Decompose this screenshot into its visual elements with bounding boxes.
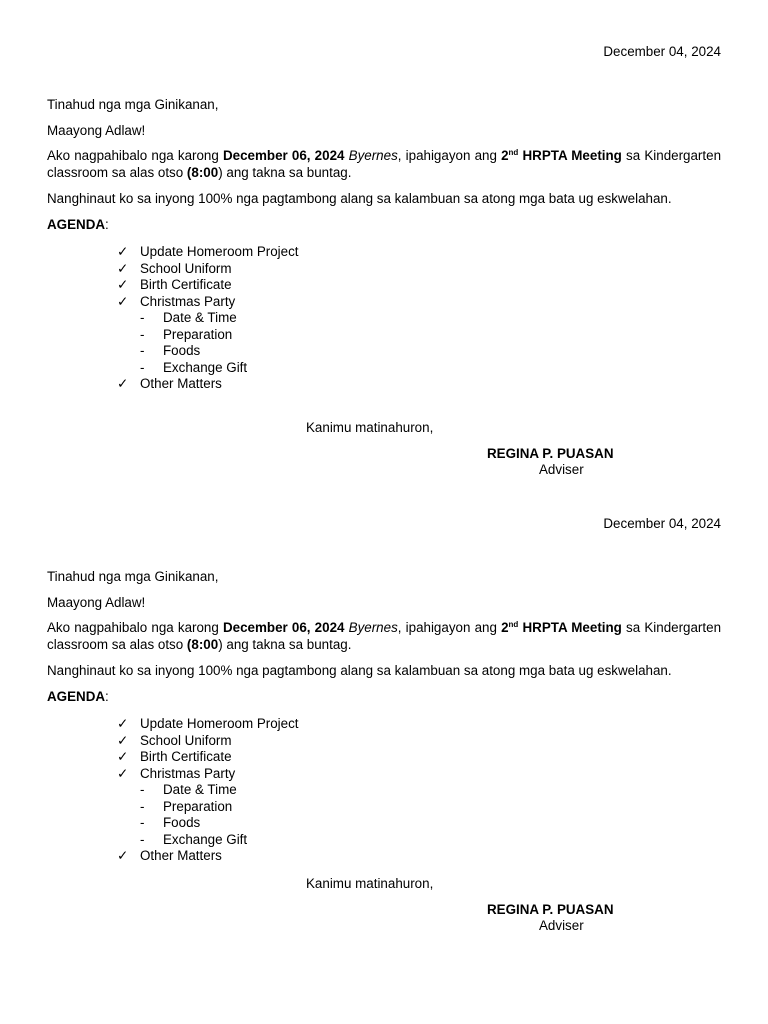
agenda-sub-item-label: Foods: [163, 343, 201, 358]
agenda-item-label: Birth Certificate: [140, 277, 232, 292]
dash-icon: -: [140, 359, 145, 375]
letter-2: [0, 472, 768, 932]
agenda-sub-item: [117, 799, 299, 816]
agenda-heading: [47, 689, 109, 706]
agenda-item: [117, 749, 299, 766]
agenda-item: [117, 244, 299, 261]
agenda-sub-item: [117, 815, 299, 832]
check-icon: ✓: [117, 765, 129, 781]
agenda-item: [117, 277, 299, 294]
meeting-time: (8:00: [186, 636, 219, 652]
announcement-text: sa Kindergarten classroom sa alas otso: [47, 148, 722, 180]
agenda-item: [117, 766, 299, 783]
greeting: Maayong Adlaw!: [47, 123, 146, 138]
dash-icon: -: [140, 815, 145, 830]
agenda-item-label: School Uniform: [140, 732, 232, 748]
agenda-item: [117, 261, 299, 278]
check-icon: ✓: [117, 376, 129, 391]
agenda-sub-item-label: Exchange Gift: [163, 359, 248, 375]
agenda-item-label: Birth Certificate: [140, 749, 232, 764]
check-icon: ✓: [117, 716, 129, 731]
meeting-ordinal-suffix: nd: [508, 148, 519, 157]
meeting-name: HRPTA Meeting: [518, 620, 622, 635]
signer-name: REGINA P. PUASAN: [487, 446, 614, 461]
signer-role: Adviser: [539, 462, 584, 477]
announcement-paragraph: [47, 148, 721, 181]
agenda-item-label: Update Homeroom Project: [140, 244, 299, 259]
agenda-sub-item-label: Foods: [163, 815, 201, 830]
dash-icon: -: [140, 310, 145, 325]
agenda-item-label: Update Homeroom Project: [140, 716, 299, 731]
meeting-time: (8:00: [186, 164, 219, 180]
attendance-paragraph: Nanghinaut ko sa inyong 100% nga pagtambong alang sa kalambuan sa atong mga bata ug eskwelahan.: [47, 191, 672, 206]
dash-icon: -: [140, 831, 145, 847]
agenda-sub-item-label: Preparation: [163, 326, 233, 342]
meeting-ordinal: 2: [501, 148, 509, 163]
check-icon: ✓: [117, 260, 129, 276]
agenda-label: AGENDA: [47, 217, 106, 232]
meeting-ordinal: 2: [501, 620, 509, 635]
agenda-item: [117, 733, 299, 750]
meeting-ordinal-suffix: nd: [508, 620, 519, 629]
agenda-colon: :: [105, 217, 109, 232]
dash-icon: -: [140, 798, 145, 814]
agenda-item-label: Christmas Party: [140, 765, 236, 781]
check-icon: ✓: [117, 277, 129, 292]
salutation: Tinahud nga mga Ginikanan,: [47, 97, 219, 112]
check-icon: ✓: [117, 732, 129, 748]
agenda-item: [117, 294, 299, 311]
meeting-day: Byernes: [348, 620, 398, 635]
agenda-item-label: School Uniform: [140, 260, 232, 276]
signer-name: REGINA P. PUASAN: [487, 902, 614, 917]
letter-date: December 04, 2024: [603, 516, 721, 531]
dash-icon: -: [140, 343, 145, 358]
announcement-text: ) ang takna sa buntag.: [218, 636, 352, 652]
letter-date: December 04, 2024: [603, 44, 721, 59]
agenda-list: [117, 244, 299, 393]
agenda-list: [117, 716, 299, 865]
meeting-name: HRPTA Meeting: [518, 148, 622, 163]
agenda-item: [117, 848, 299, 865]
meeting-day: Byernes: [348, 148, 398, 163]
dash-icon: -: [140, 326, 145, 342]
agenda-item: [117, 716, 299, 733]
signer-role: Adviser: [539, 918, 584, 933]
announcement-text: Ako nagpahibalo nga karong: [47, 148, 223, 163]
announcement-text: , ipahigayon ang: [397, 620, 502, 635]
check-icon: ✓: [117, 293, 129, 309]
dash-icon: -: [140, 782, 145, 797]
agenda-sub-item: [117, 832, 299, 849]
agenda-sub-item: [117, 782, 299, 799]
salutation: Tinahud nga mga Ginikanan,: [47, 569, 219, 584]
check-icon: ✓: [117, 244, 129, 259]
agenda-item: [117, 376, 299, 393]
meeting-date: December 06, 2024: [222, 148, 345, 163]
agenda-sub-item: [117, 360, 299, 377]
announcement-text: Ako nagpahibalo nga karong: [47, 620, 223, 635]
agenda-sub-item: [117, 310, 299, 327]
attendance-paragraph: Nanghinaut ko sa inyong 100% nga pagtambong alang sa kalambuan sa atong mga bata ug eskwelahan.: [47, 663, 672, 678]
agenda-heading: [47, 217, 109, 234]
agenda-sub-item-label: Exchange Gift: [163, 831, 248, 847]
agenda-label: AGENDA: [47, 689, 106, 704]
check-icon: ✓: [117, 749, 129, 764]
closing: Kanimu matinahuron,: [306, 876, 434, 891]
letter-1: [0, 0, 768, 477]
agenda-item-label: Christmas Party: [140, 293, 236, 309]
announcement-text: sa Kindergarten classroom sa alas otso: [47, 620, 722, 652]
closing: Kanimu matinahuron,: [306, 420, 434, 435]
agenda-sub-item-label: Date & Time: [163, 310, 237, 325]
greeting: Maayong Adlaw!: [47, 595, 146, 610]
announcement-text: ) ang takna sa buntag.: [218, 164, 352, 180]
agenda-colon: :: [105, 689, 109, 704]
agenda-item-label: Other Matters: [140, 848, 222, 863]
agenda-sub-item: [117, 327, 299, 344]
check-icon: ✓: [117, 848, 129, 863]
announcement-text: , ipahigayon ang: [397, 148, 502, 163]
agenda-item-label: Other Matters: [140, 376, 222, 391]
agenda-sub-item-label: Preparation: [163, 798, 233, 814]
agenda-sub-item: [117, 343, 299, 360]
agenda-sub-item-label: Date & Time: [163, 782, 237, 797]
announcement-paragraph: [47, 620, 721, 653]
meeting-date: December 06, 2024: [222, 620, 345, 635]
